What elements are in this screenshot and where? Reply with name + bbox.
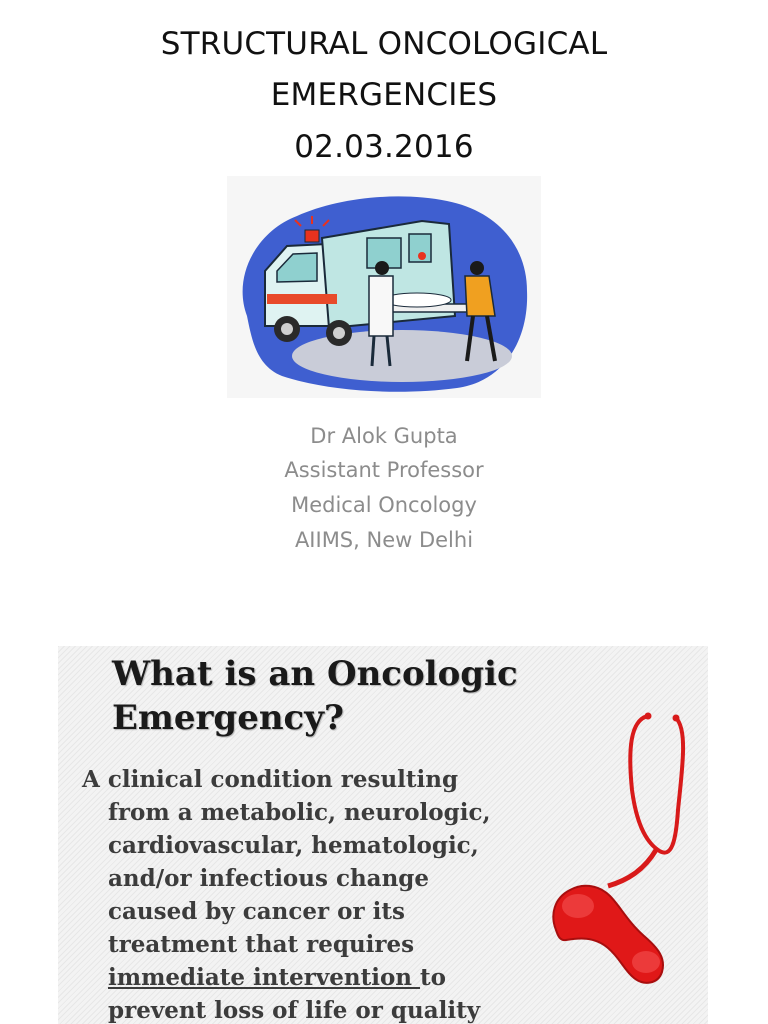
slide2-body-line-1: A clinical condition resulting [82, 766, 459, 793]
title-line-1: STRUCTURAL ONCOLOGICAL [160, 26, 608, 62]
body-line-7-tail: to [420, 964, 446, 991]
slide2-title-line-1: What is an Oncologic [112, 654, 518, 694]
slide2-body-line-2: from a metabolic, neurologic, [108, 799, 491, 826]
stethoscope-phone-icon [548, 710, 708, 986]
slide2-title-line-2: Emergency? [112, 698, 344, 738]
ambulance-clipart-icon [227, 176, 541, 398]
author-title: Assistant Professor [284, 458, 484, 482]
title-date: 02.03.2016 [294, 129, 474, 165]
slide2-body-line-8: prevent loss of life or quality [108, 997, 481, 1024]
slide2-body-line-3: cardiovascular, hematologic, [108, 832, 479, 859]
slide2-body-line-6: treatment that requires [108, 931, 415, 958]
slide2-body-line-4: and/or infectious change [108, 865, 430, 892]
author-department: Medical Oncology [291, 493, 477, 517]
slide2-body-line-5: caused by cancer or its [108, 898, 405, 925]
author-institution: AIIMS, New Delhi [294, 528, 474, 552]
author-name: Dr Alok Gupta [310, 424, 458, 448]
slide-2 [58, 646, 708, 1024]
underlined-phrase: immediate intervention [108, 964, 421, 991]
slide2-body-line-7 [108, 964, 446, 991]
title-line-2: EMERGENCIES [270, 77, 498, 113]
